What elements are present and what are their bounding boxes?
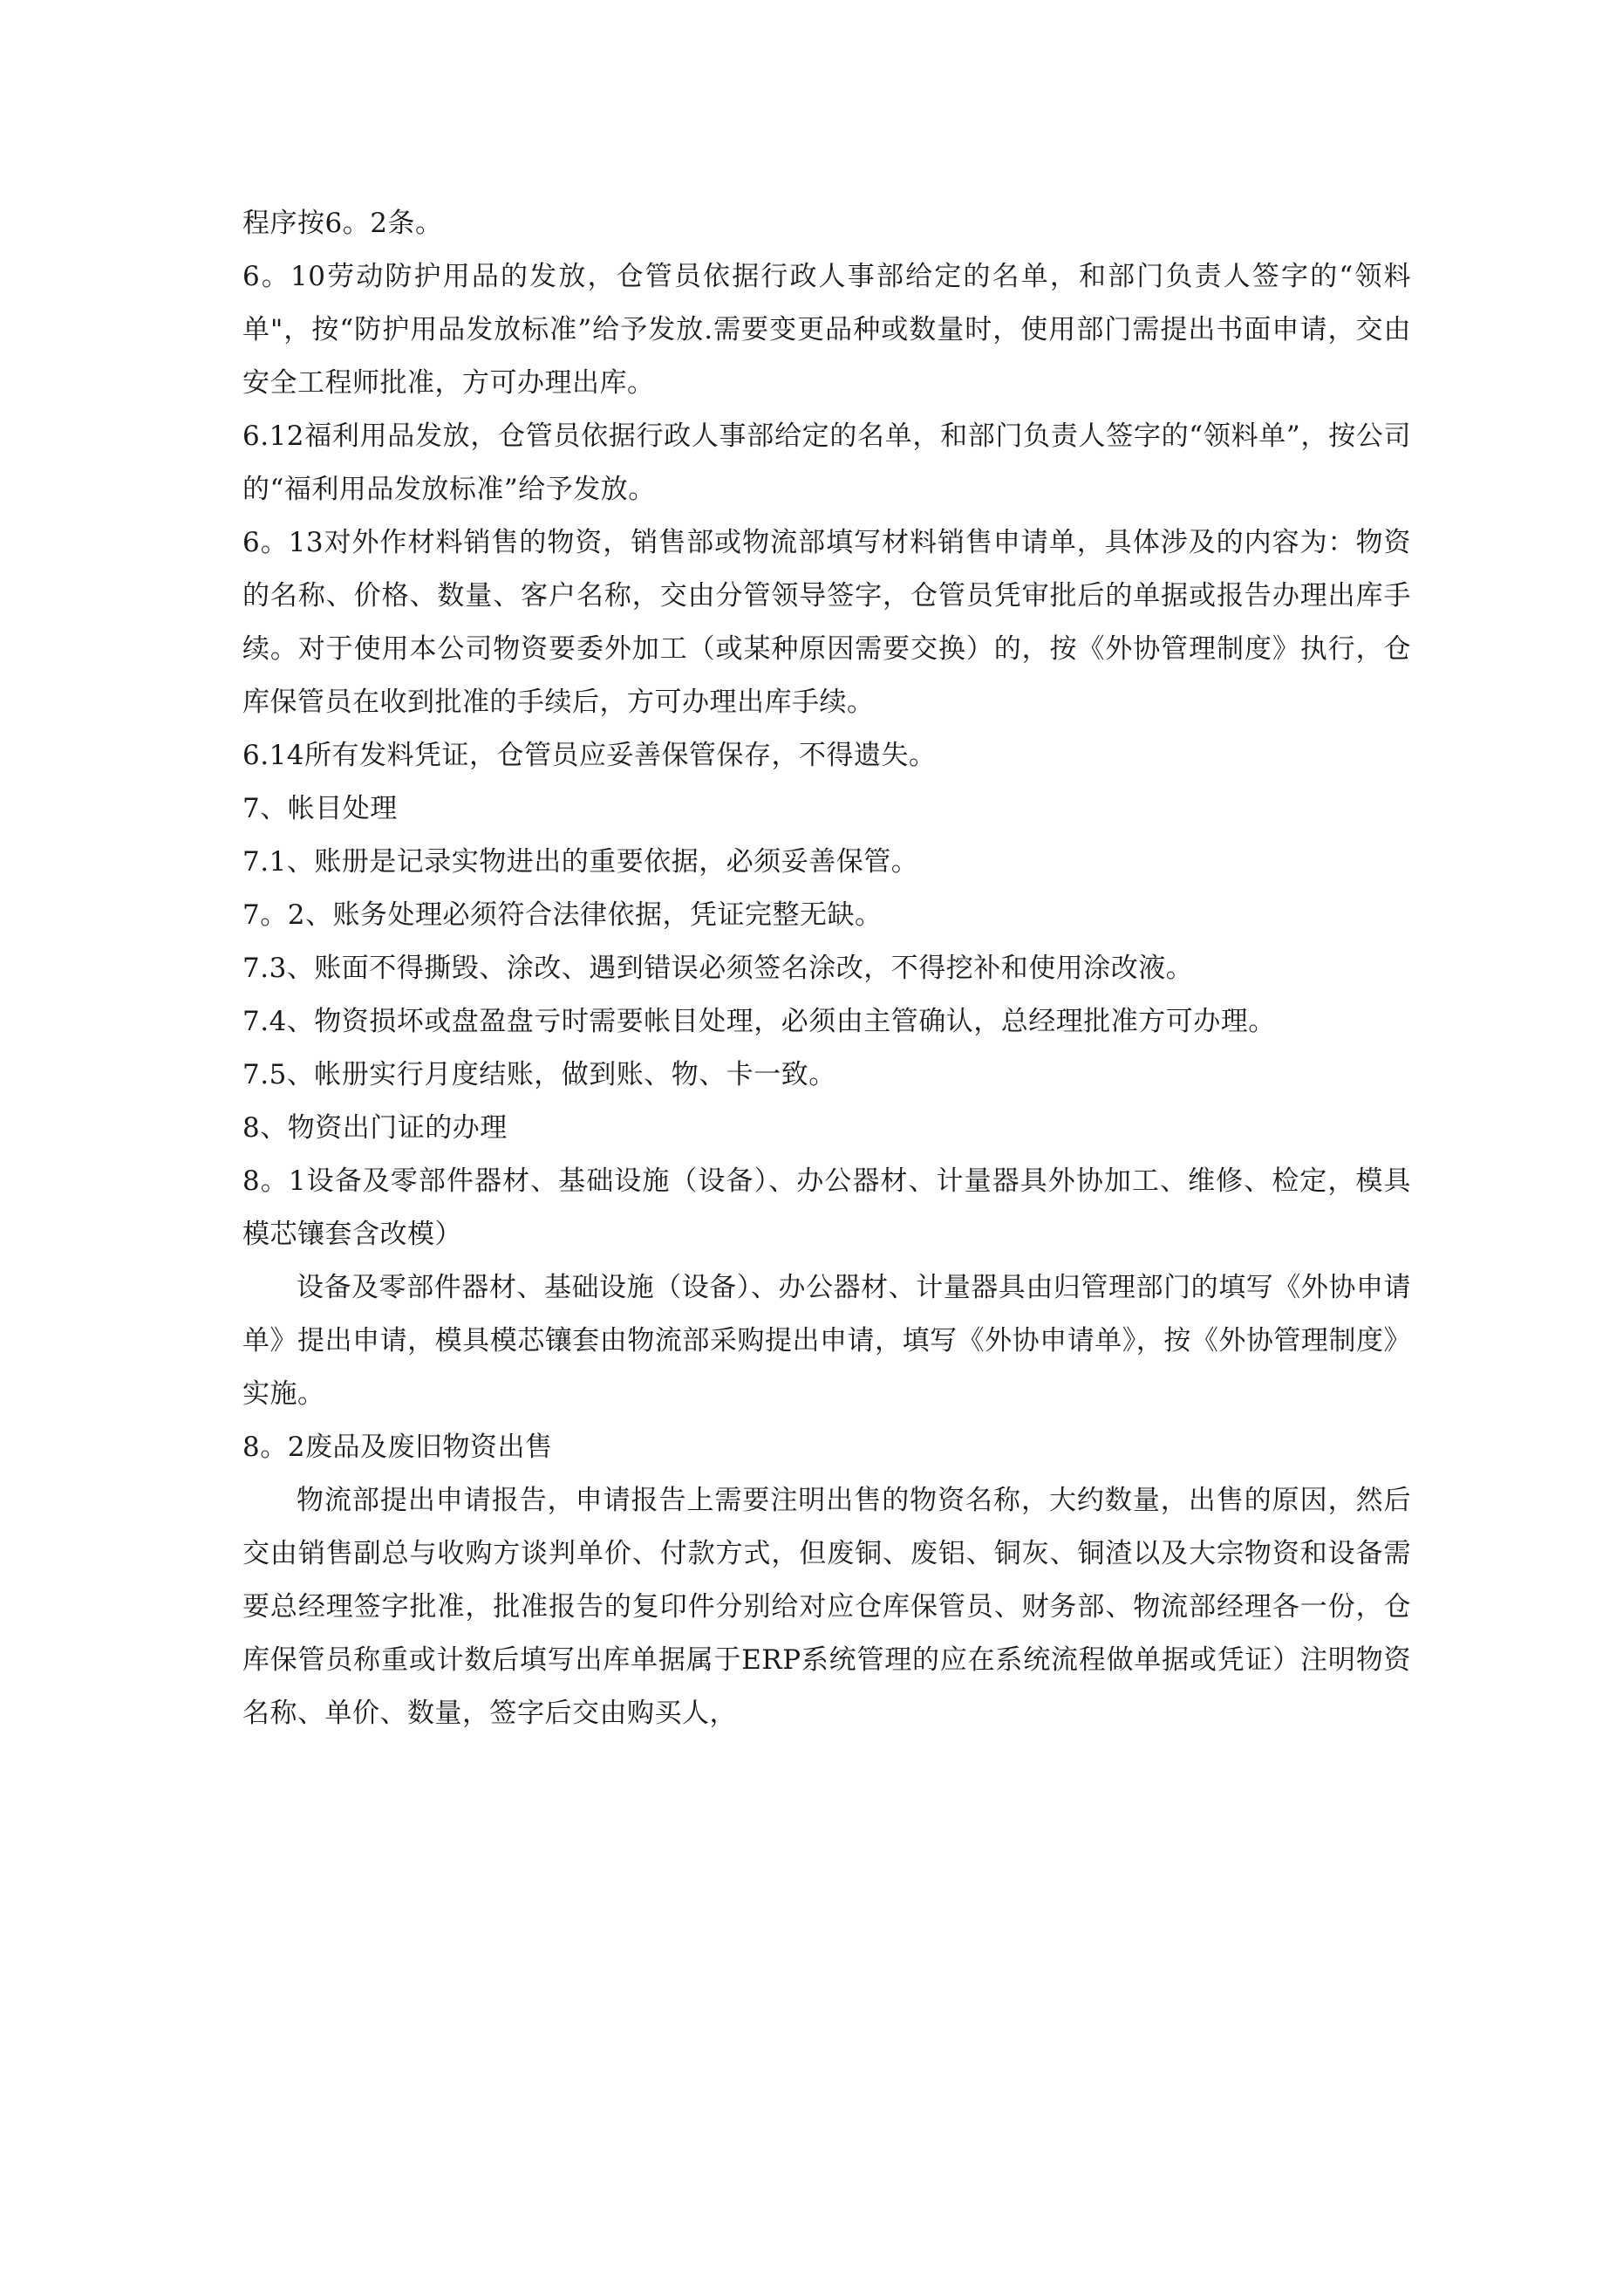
paragraph-8-2-detail: 物流部提出申请报告，申请报告上需要注明出售的物资名称，大约数量，出售的原因，然后交由销售副总与收购方谈判单价、付款方式，但废铜、废铝、铜灰、铜渣以及大宗物资和设备需要总经理签字批准，批准报告的复印件分别给对应仓库保管员、财务部、物流部经理各一份，仓库保管员称重或计数后填写出库单据属于ERP系统管理的应在系统流程做单据或凭证）注明物资名称、单价、数量，签字后交由购买人， [242,1485,1411,1729]
paragraph-7-3: 7.3、账面不得撕毁、涂改、遇到错误必须签名涂改，不得挖补和使用涂改液。 [242,953,1194,984]
paragraph-8-2: 8。2废品及废旧物资出售 [242,1432,553,1463]
paragraph-6-10: 6。10劳动防护用品的发放，仓管员依据行政人事部给定的名单，和部门负责人签字的“领料单"，按“防护用品发放标准”给予发放.需要变更品种或数量时，使用部门需提出书面申请，交由安全工程师批准，方可办理出库。 [242,261,1411,399]
paragraph-6-12: 6.12福利用品发放，仓管员依据行政人事部给定的名单，和部门负责人签字的“领料单”，按公司的“福利用品发放标准”给予发放。 [242,420,1411,505]
paragraph-procedure-ref: 程序按6。2条。 [242,208,443,239]
paragraph-6-13: 6。13对外作材料销售的物资，销售部或物流部填写材料销售申请单，具体涉及的内容为：物资的名称、价格、数量、客户名称，交由分管领导签字，仓管员凭审批后的单据或报告办理出库手续。对于使用本公司物资要委外加工（或某种原因需要交换）的，按《外协管理制度》执行，仓库保管员在收到批准的手续后，方可办理出库手续。 [242,527,1411,718]
paragraph-7-4: 7.4、物资损坏或盘盈盘亏时需要帐目处理，必须由主管确认，总经理批准方可办理。 [242,1006,1276,1037]
paragraph-7-1: 7.1、账册是记录实物进出的重要依据，必须妥善保管。 [242,846,919,878]
section-heading-7: 7、帐目处理 [242,793,398,824]
section-heading-8: 8、物资出门证的办理 [242,1112,508,1144]
paragraph-8-1-detail: 设备及零部件器材、基础设施（设备）、办公器材、计量器具由归管理部门的填写《外协申请单》提出申请，模具模芯镶套由物流部采购提出申请，填写《外协申请单》，按《外协管理制度》实施。 [242,1272,1411,1410]
document-body [242,197,1411,1740]
paragraph-7-5: 7.5、帐册实行月度结账，做到账、物、卡一致。 [242,1059,836,1090]
paragraph-6-14: 6.14所有发料凭证，仓管员应妥善保管保存，不得遗失。 [242,740,937,771]
paragraph-7-2: 7。2、账务处理必须符合法律依据，凭证完整无缺。 [242,899,883,931]
paragraph-8-1: 8。1设备及零部件器材、基础设施（设备）、办公器材、计量器具外协加工、维修、检定，模具模芯镶套含改模） [242,1165,1411,1250]
